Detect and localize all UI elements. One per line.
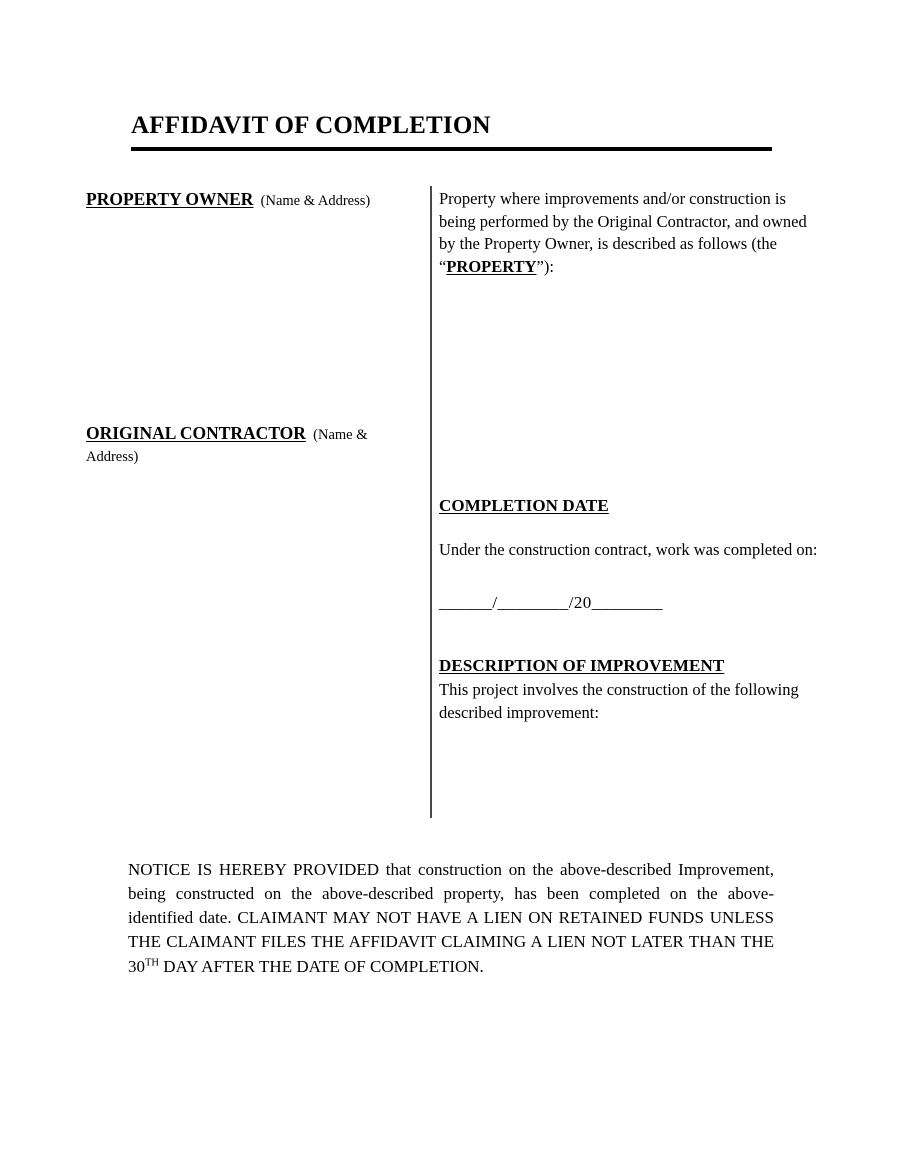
completion-date-blank-line[interactable]: ______/________/20________ — [439, 592, 663, 612]
notice-text-part1: NOTICE IS HEREBY PROVIDED that construction on the above-described Improvement, being constructed on the above-described property, has been completed on the above-identified date. CLAIMANT MAY NOT HAVE A LIEN ON RETAINED FUNDS UNLESS THE CLAIMANT FILES THE AFFIDAVIT CLAIMING A LIEN NOT LATER THAN THE 30 — [128, 860, 774, 976]
title-block — [131, 112, 772, 151]
property-description-text-after: ”): — [536, 257, 554, 277]
property-owner-label: PROPERTY OWNER — [86, 189, 254, 209]
original-contractor-field — [86, 422, 386, 798]
completion-date-heading: COMPLETION DATE — [439, 496, 609, 515]
description-of-improvement-write-in-area[interactable] — [439, 724, 821, 839]
original-contractor-heading — [86, 422, 386, 468]
title-underline-rule — [131, 147, 772, 151]
property-description-block — [439, 188, 821, 479]
notice-paragraph — [128, 858, 774, 979]
completion-date-block — [439, 496, 821, 631]
original-contractor-hint: (Name & Address) — [86, 427, 368, 466]
property-term-emphasis: PROPERTY — [446, 257, 537, 277]
completion-date-body: Under the construction contract, work was completed on: — [439, 540, 818, 559]
column-divider — [430, 186, 432, 818]
property-owner-write-in-area[interactable] — [86, 211, 416, 411]
description-of-improvement-block — [439, 656, 821, 839]
original-contractor-label: ORIGINAL CONTRACTOR — [86, 423, 306, 443]
property-description-write-in-area[interactable] — [439, 279, 821, 479]
property-owner-heading — [86, 188, 416, 211]
notice-ordinal-superscript: TH — [145, 956, 160, 968]
description-of-improvement-heading: DESCRIPTION OF IMPROVEMENT — [439, 656, 725, 675]
property-owner-hint: (Name & Address) — [260, 193, 371, 209]
property-description-paragraph — [439, 188, 821, 279]
page-title: AFFIDAVIT OF COMPLETION — [131, 112, 491, 139]
property-owner-field — [86, 188, 416, 411]
original-contractor-write-in-area[interactable] — [86, 468, 386, 798]
description-of-improvement-body: This project involves the construction of the following described improvement: — [439, 680, 799, 722]
property-description-text-before: Property where improvements and/or construction is being performed by the Original Contractor, and owned by the Property Owner, is described as follows (the “ — [439, 189, 807, 277]
notice-text-part2: DAY AFTER THE DATE OF COMPLETION. — [159, 956, 484, 976]
